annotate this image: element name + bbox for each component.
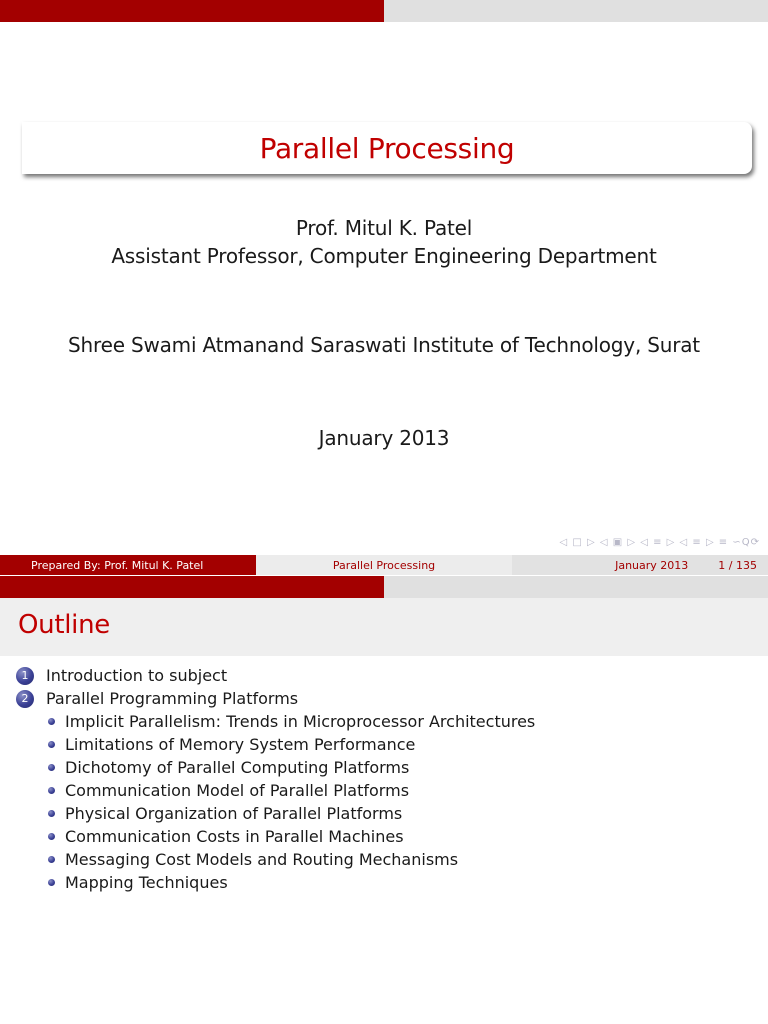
- frame-title-band: [0, 598, 768, 656]
- top-bar-gray: [384, 576, 768, 598]
- toc-subsection[interactable]: [16, 848, 756, 871]
- footer-prepared-by: Prepared By: Prof. Mitul K. Patel: [31, 558, 204, 572]
- toc-subsection-label: Communication Costs in Parallel Machines: [65, 827, 404, 846]
- toc-section[interactable]: [16, 664, 756, 687]
- bullet-icon: [48, 741, 55, 748]
- presentation-date: January 2013: [318, 426, 450, 450]
- toc-subsection-label: Mapping Techniques: [65, 873, 228, 892]
- toc-section-label: Parallel Programming Platforms: [46, 689, 299, 708]
- bullet-icon: [48, 764, 55, 771]
- toc-subsection-label: Messaging Cost Models and Routing Mechanisms: [65, 850, 459, 869]
- footer-date-segment: [512, 555, 768, 575]
- top-bar-gray: [384, 0, 768, 22]
- bullet-icon: [48, 856, 55, 863]
- toc-subsection-label: Implicit Parallelism: Trends in Microprocessor Architectures: [65, 712, 536, 731]
- author-position: Assistant Professor, Computer Engineering Department: [111, 244, 657, 268]
- section-number-icon: 2: [16, 690, 34, 708]
- footer-page-number: 1 / 135: [718, 558, 757, 572]
- toc-subsection[interactable]: [16, 779, 756, 802]
- slide-footer: [0, 555, 768, 575]
- top-bar-accent: [0, 0, 384, 22]
- toc-subsection[interactable]: [16, 802, 756, 825]
- toc-subsection-label: Communication Model of Parallel Platforms: [65, 781, 410, 800]
- toc-subsection[interactable]: [16, 710, 756, 733]
- table-of-contents: [16, 664, 756, 894]
- frame-title: Outline: [18, 610, 110, 640]
- footer-title-segment: [256, 555, 512, 575]
- toc-subsection[interactable]: [16, 825, 756, 848]
- toc-subsection-label: Dichotomy of Parallel Computing Platforms: [65, 758, 410, 777]
- bullet-icon: [48, 879, 55, 886]
- bullet-icon: [48, 787, 55, 794]
- navigation-symbols[interactable]: ◁ □ ▷ ◁ ▣ ▷ ◁ ≡ ▷ ◁ ≡ ▷ ≡ ∽Q⟳: [559, 537, 760, 548]
- toc-subsection[interactable]: [16, 871, 756, 894]
- footer-short-title: Parallel Processing: [332, 558, 436, 572]
- toc-subsection[interactable]: [16, 733, 756, 756]
- toc-section-label: Introduction to subject: [46, 666, 228, 685]
- top-bar: [0, 0, 768, 22]
- toc-subsection-label: Physical Organization of Parallel Platforms: [65, 804, 403, 823]
- section-number-icon: 1: [16, 667, 34, 685]
- bullet-icon: [48, 718, 55, 725]
- bullet-icon: [48, 810, 55, 817]
- top-bar-accent: [0, 576, 384, 598]
- slide-title: Parallel Processing: [259, 131, 515, 165]
- author-name: Prof. Mitul K. Patel: [295, 216, 473, 240]
- toc-subsection[interactable]: [16, 756, 756, 779]
- top-bar: [0, 576, 768, 598]
- bullet-icon: [48, 833, 55, 840]
- title-box: [22, 122, 752, 174]
- toc-section[interactable]: [16, 687, 756, 710]
- toc-subsection-label: Limitations of Memory System Performance: [65, 735, 416, 754]
- footer-author-segment: [0, 555, 256, 575]
- footer-date: January 2013: [615, 558, 689, 572]
- institute-name: Shree Swami Atmanand Saraswati Institute of Technology, Surat: [68, 333, 700, 357]
- outline-slide: [0, 576, 768, 1024]
